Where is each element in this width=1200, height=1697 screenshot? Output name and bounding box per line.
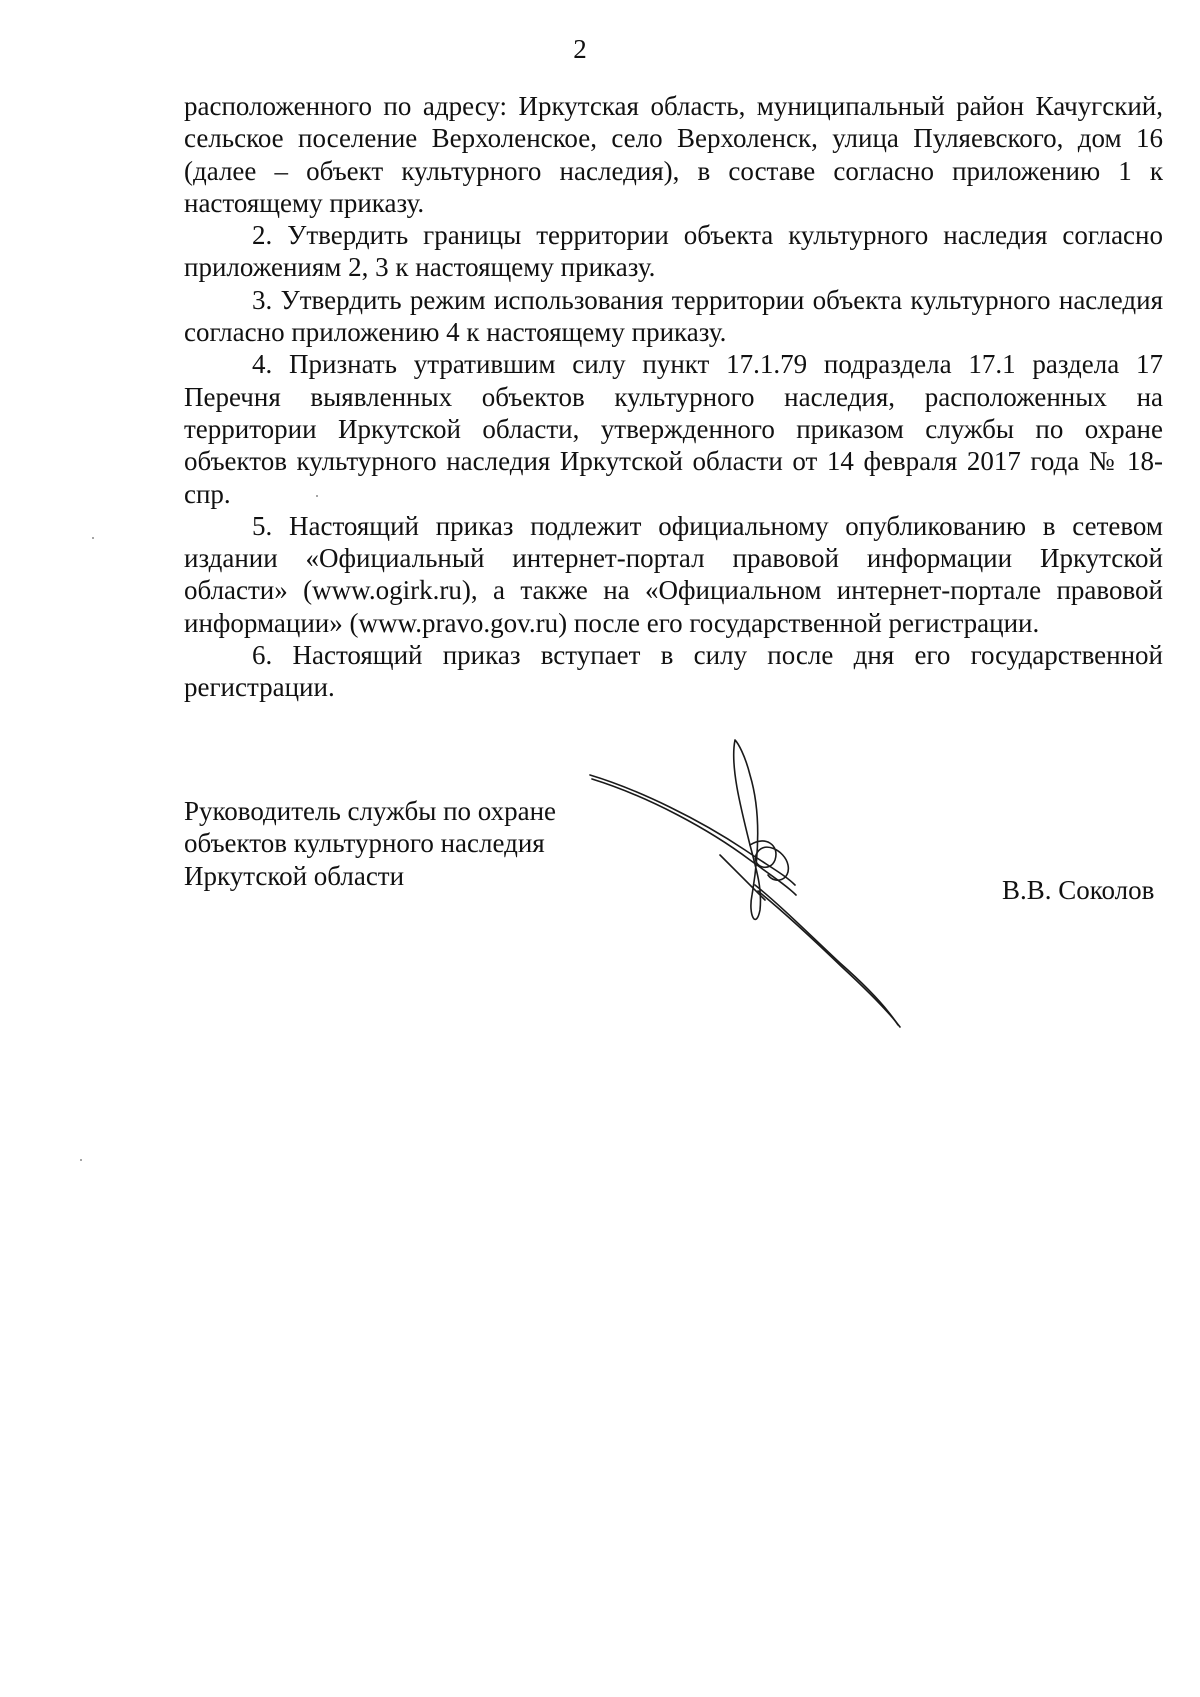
paragraph-item-2: 2. Утвердить границы территории объекта культурного наследия согласно приложениям 2, 3 к настоящему приказу. (184, 220, 1163, 283)
scan-speck (92, 537, 94, 539)
signatory-position (184, 795, 556, 892)
page-number: 2 (573, 34, 587, 64)
scan-speck (316, 495, 318, 497)
scan-speck (80, 1159, 82, 1161)
signer-name: В.В. Соколов (1002, 875, 1155, 905)
paragraph-item-4: 4. Признать утратившим силу пункт 17.1.79 подраздела 17.1 раздела 17 Перечня выявленных объектов культурного наследия, расположенных на территории Иркутской области, утвержденного приказом службы по охране объектов культурного наследия Иркутской области от 14 февраля 2017 года № 18-спр. (184, 349, 1163, 509)
signatory-position-line-1: Руководитель службы по охране (184, 796, 557, 826)
paragraph-item-3: 3. Утвердить режим использования территории объекта культурного наследия согласно приложению 4 к настоящему приказу. (184, 284, 1163, 348)
paragraph-item-5: 5. Настоящий приказ подлежит официальному опубликованию в сетевом издании «Официальный интернет-портал правовой информации Иркутской области» (www.ogirk.ru), а также на «Официальном интернет-портале правовой информации» (www.pravo.gov.ru) после его государственной регистрации. (184, 510, 1163, 638)
handwritten-signature (580, 735, 920, 1030)
signatory-position-line-3: Иркутской области (184, 860, 405, 891)
order-body (184, 90, 1163, 704)
paragraph-item-6: 6. Настоящий приказ вступает в силу после дня его государственной регистрации. (184, 640, 1163, 703)
paragraph-address-continuation: расположенного по адресу: Иркутская область, муниципальный район Качугский, сельское поселение Верхоленское, село Верхоленск, улица Пуляевского, дом 16 (далее – объект культурного наследия), в составе согласно приложению 1 к настоящему приказу. (184, 91, 1163, 218)
signatory-position-line-2: объектов культурного наследия (184, 828, 545, 859)
